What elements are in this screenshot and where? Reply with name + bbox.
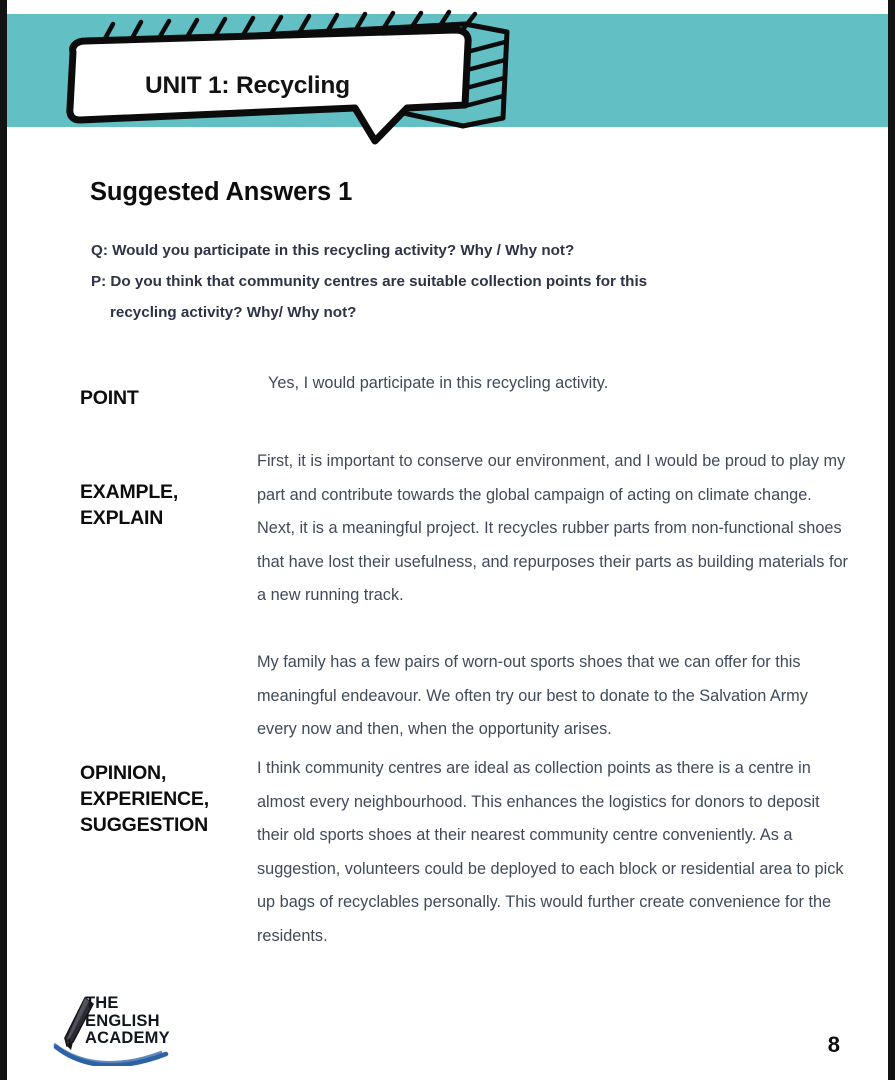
section-point-paragraph-1: Yes, I would participate in this recycling activity.: [268, 374, 609, 392]
question-line-p: P: Do you think that community centres are suitable collection points for this: [91, 273, 648, 290]
logo-line-1: THE: [85, 994, 119, 1012]
section-example-body: [257, 445, 849, 747]
section-point-body: [268, 367, 860, 401]
unit-title-text: UNIT 1: Recycling: [145, 72, 350, 99]
section-example-label-line-1: EXAMPLE,: [80, 481, 179, 503]
page-number: 8: [827, 1032, 840, 1057]
section-opinion-paragraph-1: I think community centres are ideal as collection points as there is a centre in almost every neighbourhood. This enhances the logistics for donors to deposit their old sports shoes at their nearest community centre conveniently. As a suggestion, volunteers could be deployed to each block or residential area to pick up bags of recyclables personally. This would further create convenience for the residents.: [257, 759, 844, 945]
section-opinion-label-line-3: SUGGESTION: [80, 814, 209, 836]
brand-logo: [55, 992, 255, 1064]
logo-wordmark: [85, 995, 170, 1048]
section-example-label: [80, 479, 255, 531]
section-point-label-line-1: POINT: [80, 387, 139, 409]
section-example-label-line-2: EXPLAIN: [80, 507, 164, 529]
question-line-p-continued-text: recycling activity? Why/ Why not?: [110, 304, 357, 321]
logo-line-2: ENGLISH: [85, 1011, 160, 1030]
section-opinion-label-line-1: OPINION,: [80, 762, 167, 784]
page-right-border: [888, 0, 895, 1080]
question-line-p-continued: [91, 297, 811, 328]
logo-line-3: ACADEMY: [85, 1029, 170, 1047]
question-line-q: Q: Would you participate in this recycling activity? Why / Why not?: [91, 242, 575, 259]
section-opinion-label: [80, 760, 255, 838]
page-left-border: [0, 0, 7, 1080]
section-opinion-label-line-2: EXPERIENCE,: [80, 788, 209, 810]
question-prompts: [91, 235, 811, 328]
page-title: Suggested Answers 1: [90, 178, 353, 206]
section-example-paragraph-2: My family has a few pairs of worn-out sports shoes that we can offer for this meaningful endeavour. We often try our best to donate to the Salvation Army every now and then, when the opportunity arises.: [257, 653, 808, 738]
section-point-label: [80, 385, 255, 411]
section-example-paragraph-1: First, it is important to conserve our environment, and I would be proud to play my part and contribute towards the global campaign of acting on climate change. Next, it is a meaningful project. It recycles rubber parts from non-functional shoes that have lost their usefulness, and repurposes their parts as building materials for a new running track.: [257, 452, 848, 604]
unit-title-speech-bubble: [55, 8, 525, 156]
section-opinion-body: [257, 752, 849, 953]
